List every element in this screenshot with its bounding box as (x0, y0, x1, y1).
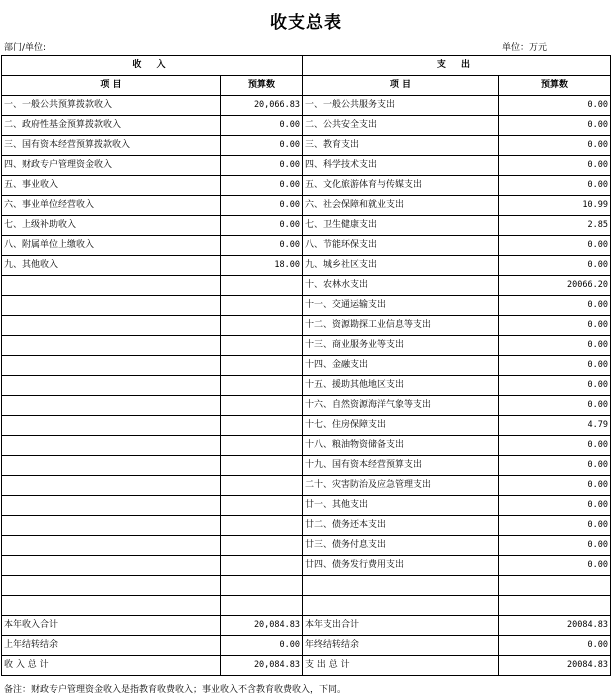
expense-amount-cell: 4.79 (499, 416, 611, 436)
table-row (2, 296, 611, 316)
income-item-cell (2, 296, 221, 316)
income-item-cell (2, 536, 221, 556)
income-item-cell (2, 316, 221, 336)
income-amount-cell: 0.00 (221, 196, 303, 216)
expense-item-cell: 十三、商业服务业等支出 (303, 336, 499, 356)
income-item-cell (2, 376, 221, 396)
expense-item-cell: 十二、资源勘探工业信息等支出 (303, 316, 499, 336)
expense-item-cell (303, 596, 499, 616)
expense-amount-cell: 0.00 (499, 456, 611, 476)
expense-amount-cell (499, 576, 611, 596)
expense-amount-cell: 0.00 (499, 316, 611, 336)
income-total-label: 收 入 总 计 (2, 656, 221, 676)
table-row (2, 276, 611, 296)
expense-amount-cell: 0.00 (499, 396, 611, 416)
income-item-header: 项 目 (2, 76, 221, 96)
expense-item-cell: 一、一般公共服务支出 (303, 96, 499, 116)
income-item-cell (2, 556, 221, 576)
section-header-row (2, 56, 611, 76)
expense-amount-cell: 0.00 (499, 496, 611, 516)
expense-amount-header: 预算数 (499, 76, 611, 96)
expense-total-value: 20084.83 (499, 616, 611, 636)
grand-total-row (2, 656, 611, 676)
table-row (2, 456, 611, 476)
expense-item-cell: 十七、住房保障支出 (303, 416, 499, 436)
page-title: 收支总表 (270, 13, 342, 33)
budget-table (1, 55, 611, 676)
expense-item-cell: 九、城乡社区支出 (303, 256, 499, 276)
income-amount-cell: 0.00 (221, 176, 303, 196)
expense-amount-cell: 0.00 (499, 516, 611, 536)
table-row (2, 516, 611, 536)
column-header-row (2, 76, 611, 96)
footnote: 备注：财政专户管理资金收入是指教育收费收入；事业收入不含教育收费收入，下同。 (4, 685, 347, 695)
expense-item-cell: 二十、灾害防治及应急管理支出 (303, 476, 499, 496)
expense-item-cell (303, 576, 499, 596)
income-total-value: 20,084.83 (221, 616, 303, 636)
expense-item-cell: 八、节能环保支出 (303, 236, 499, 256)
carryover-row (2, 636, 611, 656)
income-item-cell: 七、上级补助收入 (2, 216, 221, 236)
expense-item-cell: 七、卫生健康支出 (303, 216, 499, 236)
table-row (2, 376, 611, 396)
table-row (2, 416, 611, 436)
income-amount-cell (221, 296, 303, 316)
income-item-cell: 六、事业单位经营收入 (2, 196, 221, 216)
income-amount-cell (221, 576, 303, 596)
table-row (2, 356, 611, 376)
expense-amount-cell: 0.00 (499, 536, 611, 556)
expense-amount-cell: 0.00 (499, 116, 611, 136)
income-item-cell: 四、财政专户管理资金收入 (2, 156, 221, 176)
income-item-cell (2, 596, 221, 616)
expense-total-value: 20084.83 (499, 656, 611, 676)
expense-total-label: 支 出 总 计 (303, 656, 499, 676)
table-row (2, 116, 611, 136)
income-item-cell: 五、事业收入 (2, 176, 221, 196)
table-row (2, 176, 611, 196)
expense-item-cell: 十八、粮油物资储备支出 (303, 436, 499, 456)
expense-amount-cell: 0.00 (499, 136, 611, 156)
expense-total-label: 本年支出合计 (303, 616, 499, 636)
income-item-cell (2, 476, 221, 496)
table-row (2, 496, 611, 516)
income-item-cell (2, 416, 221, 436)
income-item-cell (2, 456, 221, 476)
income-item-cell (2, 576, 221, 596)
expense-amount-cell: 0.00 (499, 296, 611, 316)
expense-item-cell: 廿四、债务发行费用支出 (303, 556, 499, 576)
income-item-cell (2, 436, 221, 456)
income-item-cell (2, 496, 221, 516)
income-amount-cell: 20,066.83 (221, 96, 303, 116)
expense-amount-cell: 0.00 (499, 376, 611, 396)
expense-item-cell: 廿三、债务付息支出 (303, 536, 499, 556)
income-item-cell: 二、政府性基金预算拨款收入 (2, 116, 221, 136)
expense-amount-cell: 0.00 (499, 156, 611, 176)
table-row (2, 156, 611, 176)
expense-item-cell: 十、农林水支出 (303, 276, 499, 296)
income-total-label: 上年结转结余 (2, 636, 221, 656)
expense-amount-cell (499, 596, 611, 616)
expense-amount-cell: 0.00 (499, 476, 611, 496)
expense-item-cell: 五、文化旅游体育与传媒支出 (303, 176, 499, 196)
income-amount-cell (221, 476, 303, 496)
expense-item-cell: 廿二、债务还本支出 (303, 516, 499, 536)
expense-item-cell: 十九、国有资本经营预算支出 (303, 456, 499, 476)
income-amount-cell (221, 556, 303, 576)
expense-amount-cell: 0.00 (499, 256, 611, 276)
income-amount-cell: 0.00 (221, 116, 303, 136)
year-total-row (2, 616, 611, 636)
expense-total-value: 0.00 (499, 636, 611, 656)
expense-amount-cell: 20066.20 (499, 276, 611, 296)
expense-amount-cell: 0.00 (499, 176, 611, 196)
income-amount-cell (221, 396, 303, 416)
income-total-value: 0.00 (221, 636, 303, 656)
unit-label: 单位：万元 (502, 43, 548, 53)
income-amount-cell: 0.00 (221, 216, 303, 236)
table-row (2, 96, 611, 116)
table-row (2, 316, 611, 336)
table-row (2, 196, 611, 216)
income-item-cell (2, 516, 221, 536)
expense-item-cell: 廿一、其他支出 (303, 496, 499, 516)
expense-item-cell: 十五、援助其他地区支出 (303, 376, 499, 396)
department-label: 部门/单位: (4, 43, 47, 53)
income-amount-cell (221, 276, 303, 296)
expense-amount-cell: 0.00 (499, 96, 611, 116)
income-section-header: 收 入 (2, 56, 303, 76)
income-item-cell: 八、附属单位上缴收入 (2, 236, 221, 256)
income-amount-cell (221, 536, 303, 556)
expense-amount-cell: 0.00 (499, 236, 611, 256)
income-amount-cell (221, 596, 303, 616)
income-amount-cell (221, 336, 303, 356)
expense-total-label: 年终结转结余 (303, 636, 499, 656)
income-item-cell (2, 276, 221, 296)
expense-item-cell: 二、公共安全支出 (303, 116, 499, 136)
table-row (2, 216, 611, 236)
income-amount-cell: 0.00 (221, 236, 303, 256)
expense-item-header: 项 目 (303, 76, 499, 96)
expense-item-cell: 十六、自然资源海洋气象等支出 (303, 396, 499, 416)
expense-amount-cell: 2.85 (499, 216, 611, 236)
income-amount-cell (221, 436, 303, 456)
expense-item-cell: 三、教育支出 (303, 136, 499, 156)
income-amount-cell: 18.00 (221, 256, 303, 276)
income-item-cell (2, 336, 221, 356)
income-amount-cell: 0.00 (221, 156, 303, 176)
expense-item-cell: 十一、交通运输支出 (303, 296, 499, 316)
table-row (2, 256, 611, 276)
income-amount-cell (221, 456, 303, 476)
income-amount-cell (221, 316, 303, 336)
income-amount-cell (221, 356, 303, 376)
table-row (2, 396, 611, 416)
expense-amount-cell: 0.00 (499, 356, 611, 376)
empty-row (2, 576, 611, 596)
income-amount-header: 预算数 (221, 76, 303, 96)
table-row (2, 476, 611, 496)
table-row (2, 556, 611, 576)
table-row (2, 136, 611, 156)
table-row (2, 236, 611, 256)
empty-row (2, 596, 611, 616)
income-item-cell: 三、国有资本经营预算拨款收入 (2, 136, 221, 156)
income-amount-cell (221, 376, 303, 396)
income-amount-cell (221, 496, 303, 516)
table-row (2, 336, 611, 356)
income-item-cell: 九、其他收入 (2, 256, 221, 276)
expense-amount-cell: 0.00 (499, 556, 611, 576)
table-row (2, 436, 611, 456)
income-item-cell (2, 396, 221, 416)
income-item-cell (2, 356, 221, 376)
expense-section-header: 支 出 (303, 56, 611, 76)
income-total-value: 20,084.83 (221, 656, 303, 676)
expense-item-cell: 四、科学技术支出 (303, 156, 499, 176)
expense-item-cell: 六、社会保障和就业支出 (303, 196, 499, 216)
table-row (2, 536, 611, 556)
income-amount-cell: 0.00 (221, 136, 303, 156)
expense-amount-cell: 0.00 (499, 336, 611, 356)
income-total-label: 本年收入合计 (2, 616, 221, 636)
income-amount-cell (221, 516, 303, 536)
income-amount-cell (221, 416, 303, 436)
income-item-cell: 一、一般公共预算拨款收入 (2, 96, 221, 116)
expense-amount-cell: 10.99 (499, 196, 611, 216)
expense-item-cell: 十四、金融支出 (303, 356, 499, 376)
expense-amount-cell: 0.00 (499, 436, 611, 456)
